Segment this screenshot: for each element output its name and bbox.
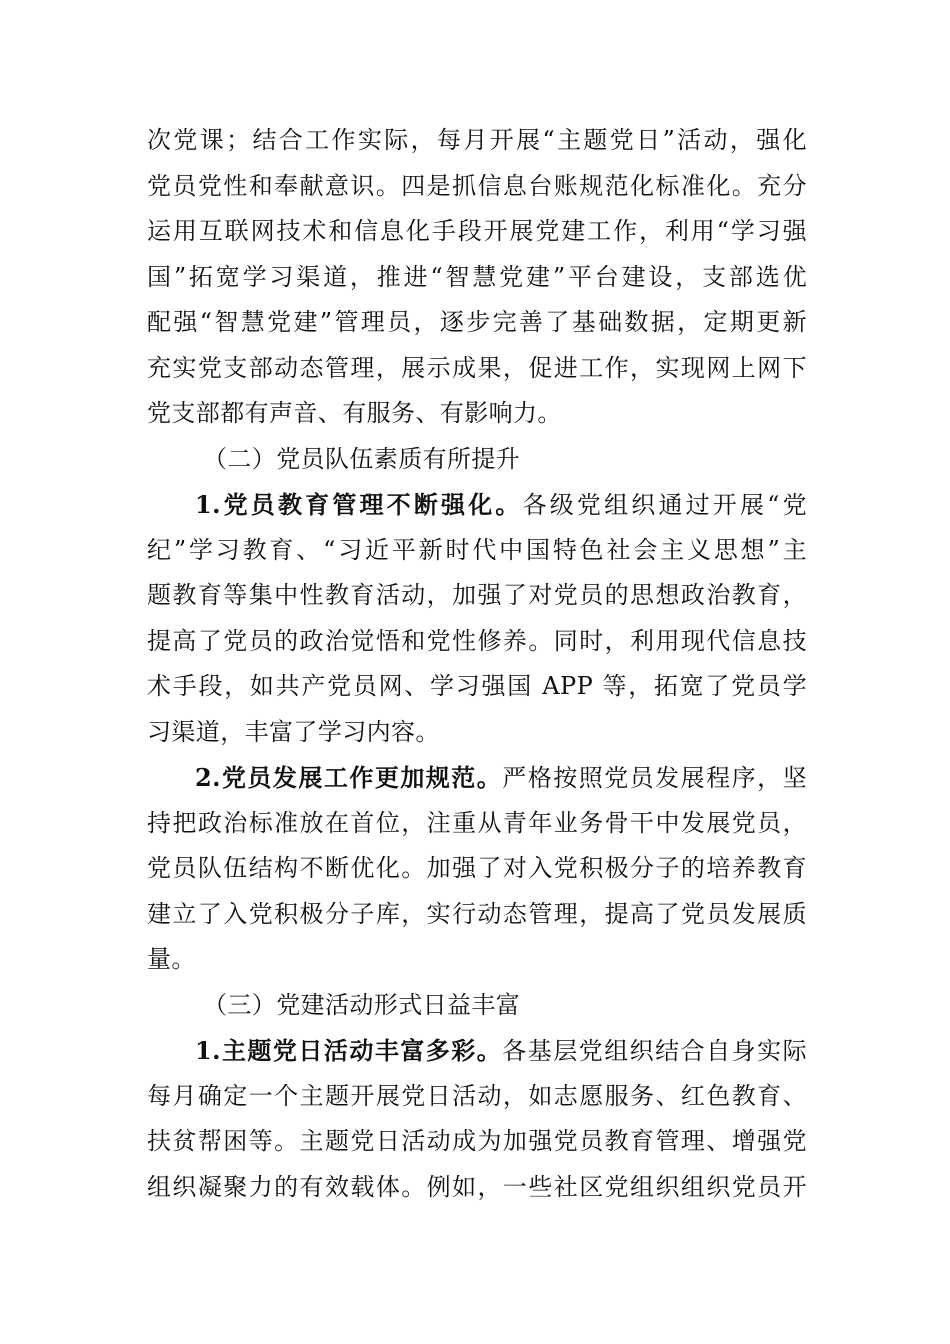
paragraph-item-2-1 [147,482,807,755]
paragraph-item-2-2 [147,755,807,983]
text-line: 运用互联网技术和信息化手段开展党建工作，利用“学习强 [147,217,807,245]
text-line: 国”拓宽学习渠道，推进“智慧党建”平台建设，支部选优 [147,262,807,291]
item-text: 各基层党组织结合自身实际 [502,1037,807,1065]
text-line: 持把政治标准放在首位，注重从青年业务骨干中发展党员， [147,808,807,837]
text-line: 题教育等集中性教育活动，加强了对党员的思想政治教育， [147,581,807,609]
text-line: 扶贫帮困等。主题党日活动成为加强党员教育管理、增强党 [147,1127,807,1155]
item-text: 各级党组织通过开展“党 [522,491,807,519]
text-line: 习渠道，丰富了学习内容。 [147,717,440,746]
text-line-first [147,755,807,801]
item-title: 2.党员发展工作更加规范。 [195,763,503,792]
text-line: 量。 [147,945,196,973]
text-line: 组织凝聚力的有效载体。例如，一些社区党组织组织党员开 [147,1172,807,1201]
text-line: 术手段，如共产党员网、学习强国 APP 等，拓宽了党员学 [147,672,807,700]
text-line-first [147,1028,807,1074]
text-line: 充实党支部动态管理，展示成果，促进工作，实现网上网下 [147,353,807,382]
paragraph-continuation [147,118,807,437]
text-line: 每月确定一个主题开展党日活动，如志愿服务、红色教育、 [147,1081,807,1110]
text-line: 配强“智慧党建”管理员，逐步完善了基础数据，定期更新 [147,308,807,336]
paragraph-item-3-1 [147,1028,807,1210]
section-heading-2: （二）党员队伍素质有所提升 [203,444,521,473]
text-line: 纪”学习教育、“习近平新时代中国特色社会主义思想”主 [147,535,807,564]
text-line: 党员党性和奉献意识。四是抓信息台账规范化标准化。充分 [147,171,807,200]
section-heading-3: （三）党建活动形式日益丰富 [203,990,521,1019]
text-line: 建立了入党积极分子库，实行动态管理，提高了党员发展质 [147,899,807,928]
document-body [147,118,807,1210]
item-title: 1.主题党日活动丰富多彩。 [195,1036,503,1065]
item-text: 严格按照党员发展程序，坚 [502,764,807,792]
item-title: 1.党员教育管理不断强化。 [195,490,523,519]
text-line: 提高了党员的政治觉悟和党性修养。同时，利用现代信息技 [147,626,807,655]
text-line-first [147,482,807,528]
text-line: 次党课；结合工作实际，每月开展“主题党日”活动，强化 [147,126,807,154]
text-line: 党支部都有声音、有服务、有影响力。 [147,399,562,427]
text-line: 党员队伍结构不断优化。加强了对入党积极分子的培养教育 [147,854,807,882]
